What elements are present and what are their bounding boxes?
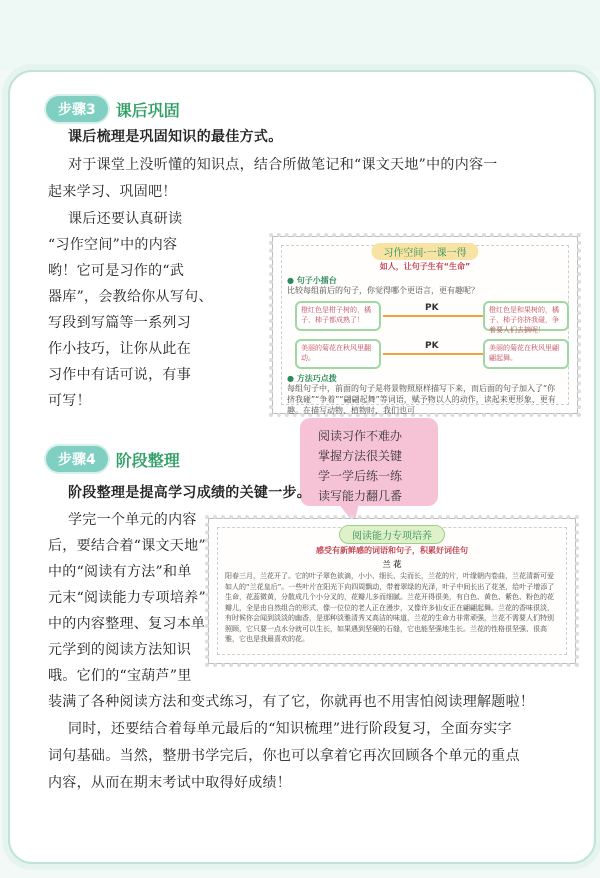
pk-connector xyxy=(383,315,483,317)
step3-header xyxy=(46,96,180,122)
step4-left-line: 中的内容整理、复习本单 xyxy=(48,616,206,632)
step3-left-line: 作小技巧，让你从此在 xyxy=(48,341,191,357)
reading-ability-card xyxy=(208,518,576,664)
bubble-line: 阅读习作不难办 xyxy=(318,429,403,443)
step4-left-line: 中的“阅读有方法”和单 xyxy=(48,564,192,580)
sentence-box: 美丽的菊花在秋风里翩翩起舞。 xyxy=(483,339,569,369)
step3-left-line: 习作中有话可说，有事 xyxy=(48,367,191,383)
step4-left-line: 元学到的阅读方法知识 xyxy=(48,642,191,658)
compare-question: 比较每组前后的句子，你觉得哪个更语言，更有趣呢？ xyxy=(287,286,479,295)
method-tag: ● 方法巧点拨 xyxy=(287,374,337,383)
step4-header xyxy=(46,446,180,472)
step3-paragraph-line2: 起来学习、巩固吧！ xyxy=(48,184,177,200)
bubble-line: 读写能力翻几番 xyxy=(318,489,403,503)
method-text: 每组句子中，前面的句子是将景物照原样描写下来，而后面的句子加入了“你挤我碰”“争着”“翩翩起舞”等词语，赋予物以人的动作，读起来更形象、更有趣。在描写动物、植物时，我们也可 xyxy=(287,384,556,415)
passage-body: 阳春三月，兰花开了。它的叶子翠色欲滴，小小、细长、尖而长，兰花的片，叶缘朝内卷曲，兰花清新可爱如人的“兰花皇后”。一些叶片在阳光下向四周飘动，带着翠绿的光泽，叶子中间长出了花茎，给叶子增添了生命，花蕊微黄，分散成几个小分叉的，花瓣儿多而细腻。兰花开得很美，有白色、黄色、紫色、粉色的花瓣儿，全是由自然组合的形式，像一位位的老人正在漫步，又像许多仙女正在翩翩起舞。兰花的香味很淡，有时候你会闻到淡淡的幽香，是那种淡雅清秀又高洁的味道，兰花的生命力非常顽强，兰花不需要人们特别照顾，它只要一点水分就可以生长，如果遇到坚硬的石缝，它也能坚强地生长。兰花的性格很坚强、很高雅，它也是我最喜欢的花。 xyxy=(225,572,555,643)
sentence-box: 橙红色是和果树的，橘子、柿子你挤我碰，争着要人们去摘呢！ xyxy=(483,301,569,331)
step3-left-line: 哟！它可是习作的“武 xyxy=(48,263,185,279)
speech-bubble-text xyxy=(318,426,428,506)
reading-ability-banner: 阅读能力专项培养 xyxy=(339,525,445,544)
pk-label: PK xyxy=(425,341,439,351)
writing-space-card xyxy=(272,236,578,414)
step3-left-line: 器库”，会教给你从写句、 xyxy=(48,289,213,305)
passage-title: 兰 花 xyxy=(382,560,402,569)
step4-left-line: 后，要结合着“课文天地” xyxy=(48,538,206,554)
step3-badge: 步骤3 xyxy=(46,96,108,122)
step3-left-line: 课后还要认真研读 xyxy=(68,211,183,227)
step4-lead: 阶段整理是提高学习成绩的关键一步。 xyxy=(68,485,312,501)
step4-paragraph-line3: 内容，从而在期末考试中取得好成绩！ xyxy=(48,775,292,791)
pk-label: PK xyxy=(425,303,439,313)
step4-full-line: 装满了各种阅读方法和变式练习，有了它，你就再也不用害怕阅读理解题啦！ xyxy=(48,694,535,710)
step3-paragraph-line1: 对于课堂上没听懂的知识点，结合所做笔记和“课文天地”中的内容一 xyxy=(68,157,498,173)
step4-left-line: 学完一个单元的内容 xyxy=(68,512,197,528)
step4-paragraph-line2: 词句基础。当然，整册书学完后，你也可以拿着它再次回顾各个单元的重点 xyxy=(48,748,520,764)
bubble-line: 掌握方法很关键 xyxy=(318,449,403,463)
step4-badge: 步骤4 xyxy=(46,446,108,472)
sentence-box: 美丽的菊花在秋风里翻动。 xyxy=(295,339,381,369)
step4-left-line: 元末“阅读能力专项培养” xyxy=(48,590,206,606)
step4-title: 阶段整理 xyxy=(115,450,180,470)
step3-left-line: 写段到写篇等一系列习 xyxy=(48,315,191,331)
bubble-line: 学一学后练一练 xyxy=(318,469,403,483)
writing-space-heading: 如人，让句子生有“生命” xyxy=(379,262,471,271)
step3-lead: 课后梳理是巩固知识的最佳方式。 xyxy=(68,129,283,145)
sentence-arena-tag: ● 句子小擂台 xyxy=(287,276,337,285)
reading-ability-heading: 感受有新鲜感的词语和句子，积累好词佳句 xyxy=(316,546,468,555)
writing-space-banner: 习作空间·一课一得 xyxy=(371,243,478,260)
sentence-box: 橙红色是柑子树的，橘子、柿子都成熟了！ xyxy=(295,301,381,331)
step3-left-line: 可写！ xyxy=(48,393,91,409)
pk-connector xyxy=(383,353,483,355)
step3-title: 课后巩固 xyxy=(115,100,180,120)
step4-paragraph-line1: 同时，还要结合着每单元最后的“知识梳理”进行阶段复习，全面夯实字 xyxy=(68,721,512,737)
step4-left-line: 哦。它们的“宝葫芦”里 xyxy=(48,668,192,684)
step3-left-line: “习作空间”中的内容 xyxy=(48,237,178,253)
top-band xyxy=(0,0,600,70)
